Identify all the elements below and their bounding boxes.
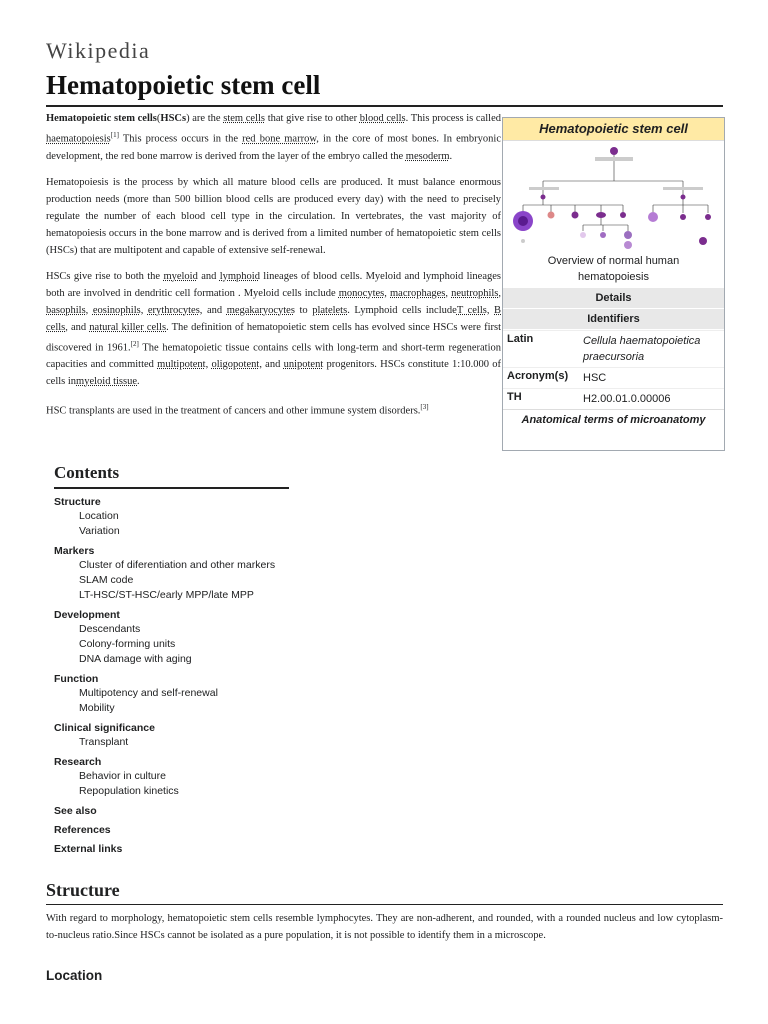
article-link[interactable]: monocytes: [338, 287, 385, 299]
text-run: HSC transplants are used in the treatment of cancers and other immune system disorders.: [46, 405, 421, 417]
article-link[interactable]: mesoderm: [405, 150, 450, 162]
text-run: , and: [65, 321, 90, 333]
toc-section-link[interactable]: Clinical significance: [54, 722, 155, 734]
page-title: Hematopoietic stem cell: [46, 70, 723, 107]
infobox-row-acronym: [503, 367, 724, 388]
infobox-identifiers-header: Identifiers: [503, 309, 724, 329]
citation-link[interactable]: [3]: [420, 403, 429, 411]
article-link[interactable]: B cells: [46, 304, 502, 333]
article-link[interactable]: lymphoid: [219, 270, 260, 282]
text-run: Hematopoiesis is the process by which all mature blood cells are produced. It must balance enormous production needs (more than 500 billion blood cells are produced every day) with the need to precisely regulate the number of each blood cell type in the circulation. In vertebrates, the vast majority of hematopoiesis occurs in the bone marrow and is derived from a limited number of hematopoietic stem cells (HSCs) that are multipotent and capable of extensive self-renewal.: [46, 176, 501, 256]
article-link[interactable]: erythrocytes: [147, 304, 200, 316]
toc-subsection-link[interactable]: Variation: [79, 525, 120, 537]
toc-subsection-link[interactable]: Cluster of diferentiation and other markers: [79, 559, 276, 571]
toc-subsection-link[interactable]: Multipotency and self-renewal: [79, 687, 218, 699]
text-run: (: [156, 113, 161, 124]
text-run: that give rise to other: [265, 113, 360, 124]
infobox-footer-link[interactable]: Anatomical terms of microanatomy: [503, 409, 724, 430]
toc-list: [54, 495, 289, 856]
wikipedia-logo[interactable]: Wikipedia: [46, 38, 151, 63]
text-run: ,: [384, 287, 390, 299]
toc-subsection-link[interactable]: SLAM code: [79, 574, 134, 586]
article-link[interactable]: blood cells: [359, 113, 406, 124]
toc-section-link[interactable]: See also: [54, 805, 97, 817]
table-of-contents: [54, 463, 289, 856]
infobox-value[interactable]: H2.00.01.0.00006: [583, 393, 671, 405]
citation-link[interactable]: [2]: [130, 339, 139, 348]
infobox-label: Latin: [507, 333, 534, 345]
text-run: and: [197, 270, 220, 282]
text-run: . This process is called: [405, 113, 501, 124]
toc-subsection-link[interactable]: Location: [79, 510, 119, 522]
text-run: ,: [498, 287, 502, 299]
article-link[interactable]: natural killer cells: [89, 321, 167, 333]
infobox-row-latin: [503, 330, 724, 367]
article-link[interactable]: oligopotent: [211, 359, 260, 370]
text-run: . The definition of hematopoietic stem cells has evolved since HSCs were first discovered in 1961.: [46, 321, 501, 353]
article-link[interactable]: haematopoiesis: [46, 133, 111, 145]
article-link[interactable]: neutrophils: [451, 287, 499, 299]
infobox-row-th: [503, 388, 724, 409]
infobox-value: HSC: [583, 372, 607, 384]
toc-section-link[interactable]: Development: [54, 609, 120, 621]
toc-subsection-link[interactable]: Descendants: [79, 623, 141, 635]
text-run: This process occurs in the: [118, 133, 243, 145]
article-link[interactable]: red bone marrow: [242, 133, 317, 145]
toc-title: Contents: [54, 463, 289, 489]
intro-paragraph-3: [46, 268, 501, 391]
text-run: progenitors. HSCs constitute 1:10.000 of cells in: [46, 359, 502, 387]
toc-section-link[interactable]: External links: [54, 843, 123, 855]
infobox-label: TH: [507, 391, 522, 403]
text-run: , and: [259, 359, 284, 370]
toc-subsection-link[interactable]: Behavior in culture: [79, 770, 166, 782]
text-run: HSCs give rise to both the: [46, 270, 164, 282]
article-link[interactable]: macrophages: [390, 287, 446, 299]
article-link[interactable]: multipotent: [157, 359, 206, 370]
text-run: to: [294, 304, 313, 316]
article-intro: [46, 110, 501, 429]
article-link[interactable]: basophils: [46, 304, 86, 316]
infobox-value: Cellula haematopoietica praecursoria: [583, 335, 701, 363]
text-run: . Lymphoid cells include: [347, 304, 457, 316]
toc-subsection-link[interactable]: Mobility: [79, 702, 115, 714]
text-run: ) are the: [186, 113, 224, 124]
text-run: ,: [85, 304, 93, 316]
text-run: , in the core of most bones. In embryonic development, the red bone marrow is derived from the layer of the embryo called the: [46, 133, 501, 162]
bold-term: HSCs: [160, 113, 187, 124]
article-link[interactable]: unipotent: [283, 359, 324, 370]
toc-section-link[interactable]: Research: [54, 756, 102, 768]
toc-subsection-link[interactable]: Repopulation kinetics: [79, 785, 179, 797]
toc-subsection-link[interactable]: LT-HSC/ST-HSC/early MPP/late MPP: [79, 589, 254, 601]
text-run: .: [137, 376, 140, 387]
citation-link[interactable]: [1]: [110, 131, 119, 139]
text-run: ,: [445, 287, 452, 299]
article-link[interactable]: myeloid: [163, 270, 198, 282]
article-link[interactable]: eosinophils: [92, 304, 141, 316]
text-run: ,: [205, 359, 212, 370]
article-link[interactable]: T cells: [456, 304, 487, 316]
text-run: The hematopoietic tissue contains cells with long-term and short-term regeneration capacities and committed: [46, 342, 501, 370]
infobox-label: Acronym(s): [507, 370, 569, 382]
infobox-title: Hematopoietic stem cell: [503, 118, 724, 141]
infobox-caption: Overview of normal human hematopoiesis: [547, 255, 680, 283]
toc-section-link[interactable]: Markers: [54, 545, 95, 557]
text-run: , and: [199, 304, 227, 316]
section-heading-location: Location: [46, 968, 103, 983]
text-run: lineages of blood cells. Myeloid and lymphoid lineages both are involved in dendritic cell formation . Myeloid cells include: [46, 270, 501, 299]
bold-term: Hematopoietic stem cells: [46, 113, 157, 124]
text-run: ,: [140, 304, 148, 316]
toc-section-link[interactable]: References: [54, 824, 111, 836]
structure-paragraph: With regard to morphology, hematopoietic stem cells resemble lymphocytes. They are non-adherent, and rounded, with a rounded nucleus and low cytoplasm-to-nucleus ratio.Since HSCs cannot be isolated as a pure population, it is not possible to identify them in a microscope.: [46, 913, 723, 941]
text-run: ,: [486, 304, 495, 316]
article-link[interactable]: platelets: [312, 304, 348, 316]
toc-section-link[interactable]: Structure: [54, 496, 101, 508]
toc-subsection-link[interactable]: DNA damage with aging: [79, 653, 192, 665]
article-link[interactable]: stem cells: [223, 113, 266, 124]
intro-paragraph-1: [46, 110, 501, 165]
article-link[interactable]: myeloid tissue: [76, 376, 138, 387]
toc-section-link[interactable]: Function: [54, 673, 99, 685]
infobox-details-header: Details: [503, 288, 724, 308]
toc-subsection-link[interactable]: Colony-forming units: [79, 638, 176, 650]
text-run: .: [449, 150, 453, 162]
section-heading-structure: Structure: [46, 880, 723, 905]
hematopoiesis-diagram[interactable]: [503, 141, 724, 251]
infobox: [502, 117, 725, 451]
article-link[interactable]: megakaryocytes: [226, 304, 295, 316]
intro-paragraph-2: [46, 174, 501, 259]
toc-subsection-link[interactable]: Transplant: [79, 736, 129, 748]
intro-paragraph-4: [46, 399, 501, 420]
hematopoiesis-diagram-svg: [503, 141, 724, 251]
